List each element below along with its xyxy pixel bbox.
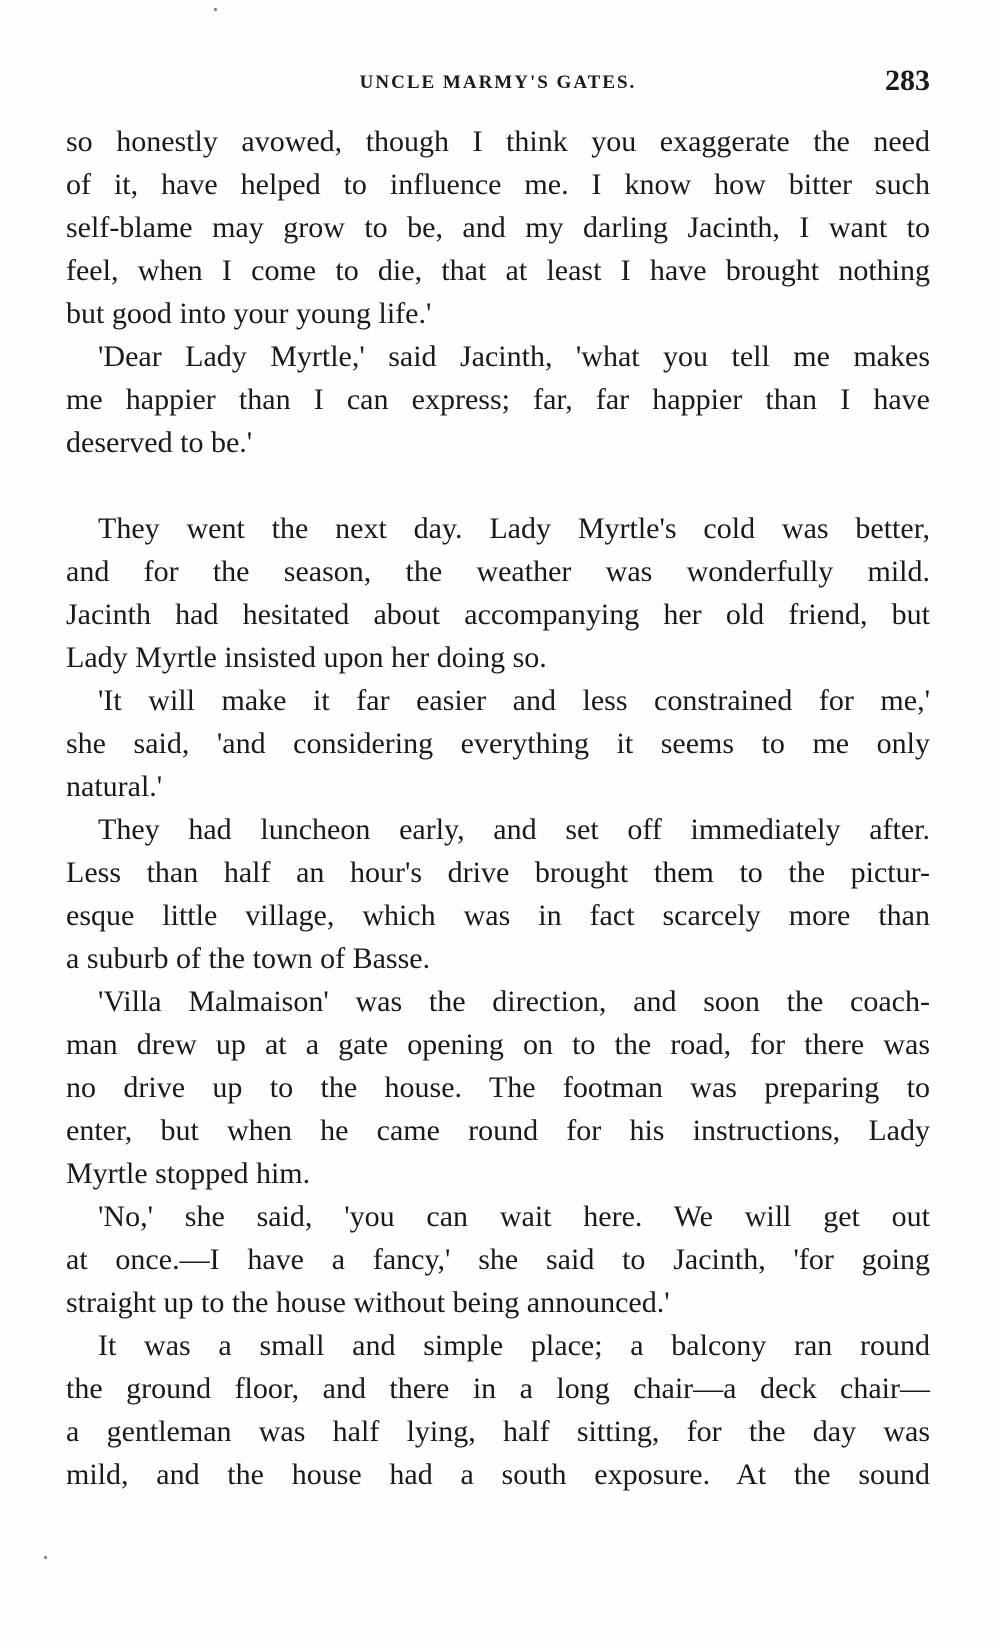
text-line: she said, 'and considering everything it seems to me only: [66, 727, 930, 760]
page-header: [66, 64, 930, 100]
text-line: 'It will make it far easier and less constrained for me,': [98, 684, 930, 717]
text-line: man drew up at a gate opening on to the road, for there was: [66, 1028, 930, 1061]
running-title: UNCLE MARMY'S GATES.: [359, 72, 637, 93]
text-line: Less than half an hour's drive brought them to the pictur-: [66, 856, 930, 889]
text-line: a gentleman was half lying, half sitting, for the day was: [66, 1415, 930, 1448]
paragraph-1: [66, 120, 930, 335]
text-line: enter, but when he came round for his instructions, Lady: [66, 1114, 930, 1147]
text-line: so honestly avowed, though I think you exaggerate the need: [66, 125, 930, 158]
text-line: no drive up to the house. The footman was preparing to: [66, 1071, 930, 1104]
paragraph-5: [66, 808, 930, 980]
section-break: [66, 464, 930, 507]
text-line: natural.': [66, 770, 163, 803]
paragraph-8: [66, 1324, 930, 1496]
text-line: self-blame may grow to be, and my darling Jacinth, I want to: [66, 211, 930, 244]
text-line: feel, when I come to die, that at least I have brought nothing: [66, 254, 930, 287]
text-line: They had luncheon early, and set off immediately after.: [98, 813, 930, 846]
text-line: They went the next day. Lady Myrtle's cold was better,: [98, 512, 930, 545]
text-line: 'Villa Malmaison' was the direction, and soon the coach-: [98, 985, 930, 1018]
paragraph-2: [66, 335, 930, 464]
text-line: but good into your young life.': [66, 297, 432, 330]
text-line: Lady Myrtle insisted upon her doing so.: [66, 641, 547, 674]
text-line: Jacinth had hesitated about accompanying her old friend, but: [66, 598, 930, 631]
body-text: [66, 120, 930, 1496]
text-line: a suburb of the town of Basse.: [66, 942, 431, 975]
page-number: 283: [885, 64, 930, 97]
text-line: straight up to the house without being announced.': [66, 1286, 670, 1319]
paragraph-6: [66, 980, 930, 1195]
text-line: 'Dear Lady Myrtle,' said Jacinth, 'what you tell me makes: [98, 340, 930, 373]
text-line: of it, have helped to influence me. I know how bitter such: [66, 168, 930, 201]
text-line: mild, and the house had a south exposure. At the sound: [66, 1458, 930, 1491]
text-line: 'No,' she said, 'you can wait here. We will get out: [98, 1200, 930, 1233]
text-line: It was a small and simple place; a balcony ran round: [98, 1329, 930, 1362]
text-line: esque little village, which was in fact scarcely more than: [66, 899, 930, 932]
ink-speck: [214, 8, 217, 11]
paragraph-3: [66, 507, 930, 679]
text-line: at once.—I have a fancy,' she said to Jacinth, 'for going: [66, 1243, 930, 1276]
text-line: deserved to be.': [66, 426, 253, 459]
text-line: Myrtle stopped him.: [66, 1157, 311, 1190]
paragraph-7: [66, 1195, 930, 1324]
text-line: me happier than I can express; far, far happier than I have: [66, 383, 930, 416]
paragraph-4: [66, 679, 930, 808]
text-line: the ground floor, and there in a long chair—a deck chair—: [66, 1372, 930, 1405]
ink-speck: [44, 1556, 47, 1559]
text-line: and for the season, the weather was wonderfully mild.: [66, 555, 930, 588]
